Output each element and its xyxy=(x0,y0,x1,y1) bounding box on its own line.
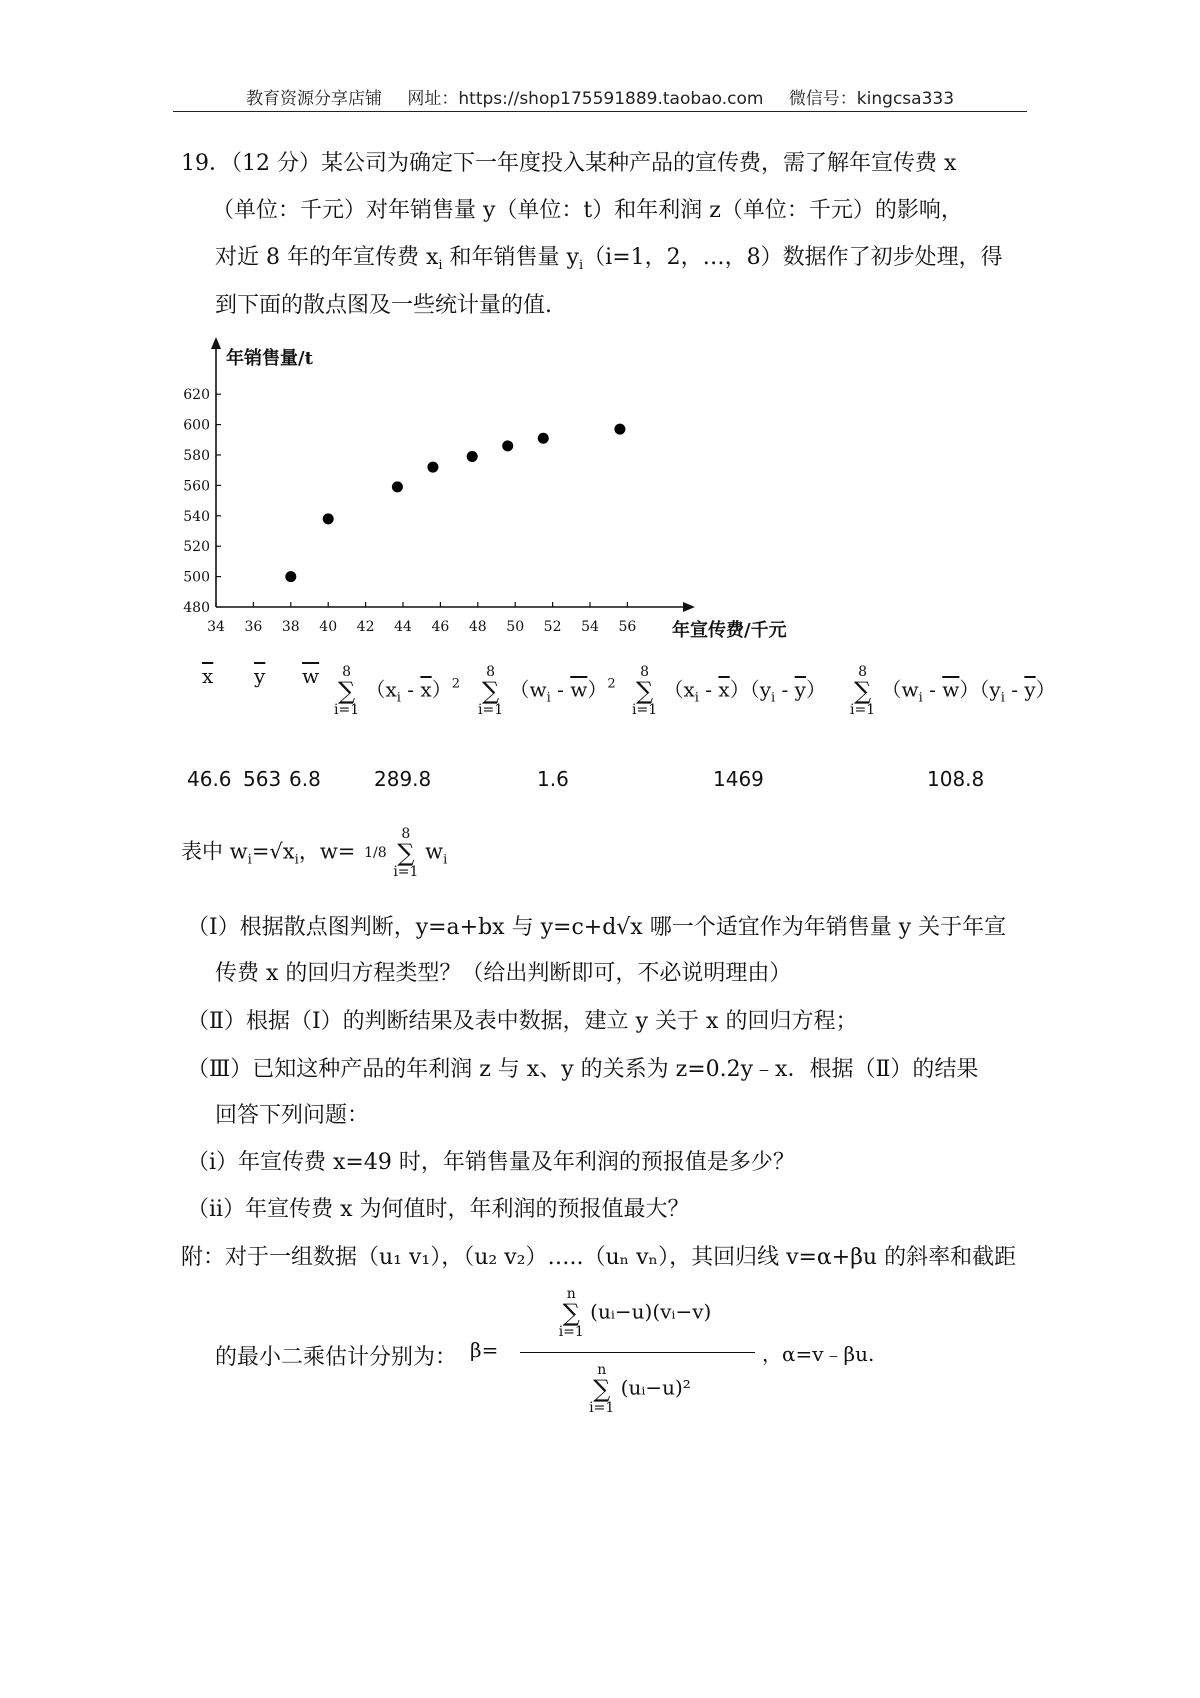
subscript-i: i xyxy=(438,258,443,273)
problem-line-2: （单位：千元）对年销售量 y（单位：t）和年利润 z（单位：千元）的影响， xyxy=(212,198,963,223)
data-point xyxy=(427,462,438,473)
question-3-line-2: 回答下列问题： xyxy=(215,1103,370,1128)
x-tick-label: 52 xyxy=(543,619,562,635)
numerator: (uᵢ−u)(vᵢ−v) xyxy=(590,1299,712,1324)
x-tick-label: 38 xyxy=(281,619,300,635)
header-sum-xx: 8 ∑ i=1 $(x_i - \overline{x})^2$ xyxy=(334,664,460,718)
value-x-bar: 46.6 xyxy=(187,767,232,791)
x-tick-label: 34 xyxy=(207,619,225,635)
x-tick-label: 56 xyxy=(618,619,637,635)
fraction-bar xyxy=(520,1352,755,1353)
x-tick-label: 50 xyxy=(506,619,525,635)
x-tick-label: 40 xyxy=(319,619,338,635)
y-tick-label: 520 xyxy=(183,539,210,556)
table-note: 表中 $w_i=√x_i$，w= 1/8 8 ∑ i=1 $w_i$ xyxy=(181,826,448,880)
problem-line-3-a: 对近 8 年的年宣传费 x xyxy=(215,245,439,270)
shop-url[interactable]: 网址：https://shop175591889.taobao.com xyxy=(407,89,764,109)
question-3-i: （i）年宣传费 x=49 时，年销售量及年利润的预报值是多少？ xyxy=(187,1150,795,1175)
data-point xyxy=(392,481,403,492)
y-tick-label: 620 xyxy=(183,387,210,404)
question-3-line-1: （Ⅲ）已知这种产品的年利润 z 与 x、y 的关系为 z=0.2y﹣x．根据（Ⅱ）的结果 xyxy=(187,1057,979,1082)
question-1-line-1: （Ⅰ）根据散点图判断，y=a+bx 与 y=c+d√x 哪一个适宜作为年销售量 y 关于年宣 xyxy=(187,915,1007,940)
x-tick-label: 46 xyxy=(431,619,450,635)
scatter-chart xyxy=(180,335,787,645)
appendix-line: 附：对于一组数据（u₁ v₁），（u₂ v₂）…..（uₙ vₙ），其回归线 v=α+βu 的斜率和截距 xyxy=(181,1245,1017,1270)
value-sum-xy: 1469 xyxy=(713,767,764,791)
x-tick-label: 48 xyxy=(468,619,487,635)
x-axis-arrow xyxy=(683,602,695,612)
subscript-i: i xyxy=(578,258,584,273)
problem-line-3-e: （i=1，2，…，8）数据作了初步处理， xyxy=(583,245,981,270)
header-y-bar: $\overline{y}$ xyxy=(254,664,266,688)
problem-line-3-c: 和年销售量 y xyxy=(442,245,579,270)
value-y-bar: 563 xyxy=(243,767,282,791)
header-x-bar: $\overline{x}$ xyxy=(202,664,214,688)
problem-line-3-tail: 得 xyxy=(980,245,1003,270)
header-w-bar: $\overline{w}$ xyxy=(302,664,320,688)
x-tick-label: 36 xyxy=(244,619,263,635)
problem-line-3 xyxy=(215,240,1003,273)
header-divider xyxy=(173,111,1027,112)
data-point xyxy=(538,433,549,444)
shop-name: 教育资源分享店铺 xyxy=(245,89,382,109)
data-point xyxy=(614,424,625,435)
y-tick-label: 580 xyxy=(183,448,210,464)
data-point xyxy=(467,451,478,462)
x-tick-label: 54 xyxy=(581,619,599,635)
problem-line-1: 19．（12 分）某公司为确定下一年度投入某种产品的宣传费，需了解年宣传费 x xyxy=(181,151,957,176)
alpha-formula: ，α=v﹣βu. xyxy=(762,1342,875,1366)
data-point xyxy=(323,513,334,524)
y-tick-label: 480 xyxy=(183,600,210,616)
header-sum-xy: 8 ∑ i=1 $(x_i - \overline{x})(y_i - \overline{y})$ xyxy=(632,664,826,718)
question-2: （Ⅱ）根据（Ⅰ）的判断结果及表中数据，建立 y 关于 x 的回归方程； xyxy=(187,1009,858,1034)
header-sum-wy: 8 ∑ i=1 $(w_i - \overline{w})(y_i - \overline{y})$ xyxy=(850,664,1056,718)
value-sum-xx: 289.8 xyxy=(374,767,432,791)
beta-label: β= xyxy=(470,1338,499,1362)
question-3-ii: （ii）年宣传费 x 为何值时，年利润的预报值最大？ xyxy=(187,1197,690,1222)
value-sum-ww: 1.6 xyxy=(537,767,569,791)
y-tick-label: 560 xyxy=(183,478,210,495)
least-squares-prefix: 的最小二乘估计分别为： xyxy=(215,1345,458,1370)
value-w-bar: 6.8 xyxy=(289,767,321,791)
page-header xyxy=(0,84,1200,109)
y-tick-label: 500 xyxy=(183,569,210,586)
data-point xyxy=(502,440,513,451)
y-tick-label: 600 xyxy=(183,417,210,434)
wechat-id: 微信号：kingcsa333 xyxy=(788,89,955,109)
question-1-line-2: 传费 x 的回归方程类型？（给出判断即可，不必说明理由） xyxy=(215,961,792,986)
header-sum-ww: 8 ∑ i=1 $(w_i - \overline{w})^2$ xyxy=(478,664,616,718)
y-tick-label: 540 xyxy=(183,508,210,525)
x-tick-label: 44 xyxy=(394,619,412,635)
x-tick-label: 42 xyxy=(356,619,375,635)
y-axis-label: 年销售量/t xyxy=(226,348,313,369)
x-axis-label: 年宣传费/千元 xyxy=(672,620,787,641)
value-sum-wy: 108.8 xyxy=(927,767,985,791)
y-axis-arrow xyxy=(211,337,221,349)
denominator: (uᵢ−u)² xyxy=(620,1375,691,1400)
problem-line-4: 到下面的散点图及一些统计量的值. xyxy=(215,293,552,318)
data-point xyxy=(285,571,296,582)
